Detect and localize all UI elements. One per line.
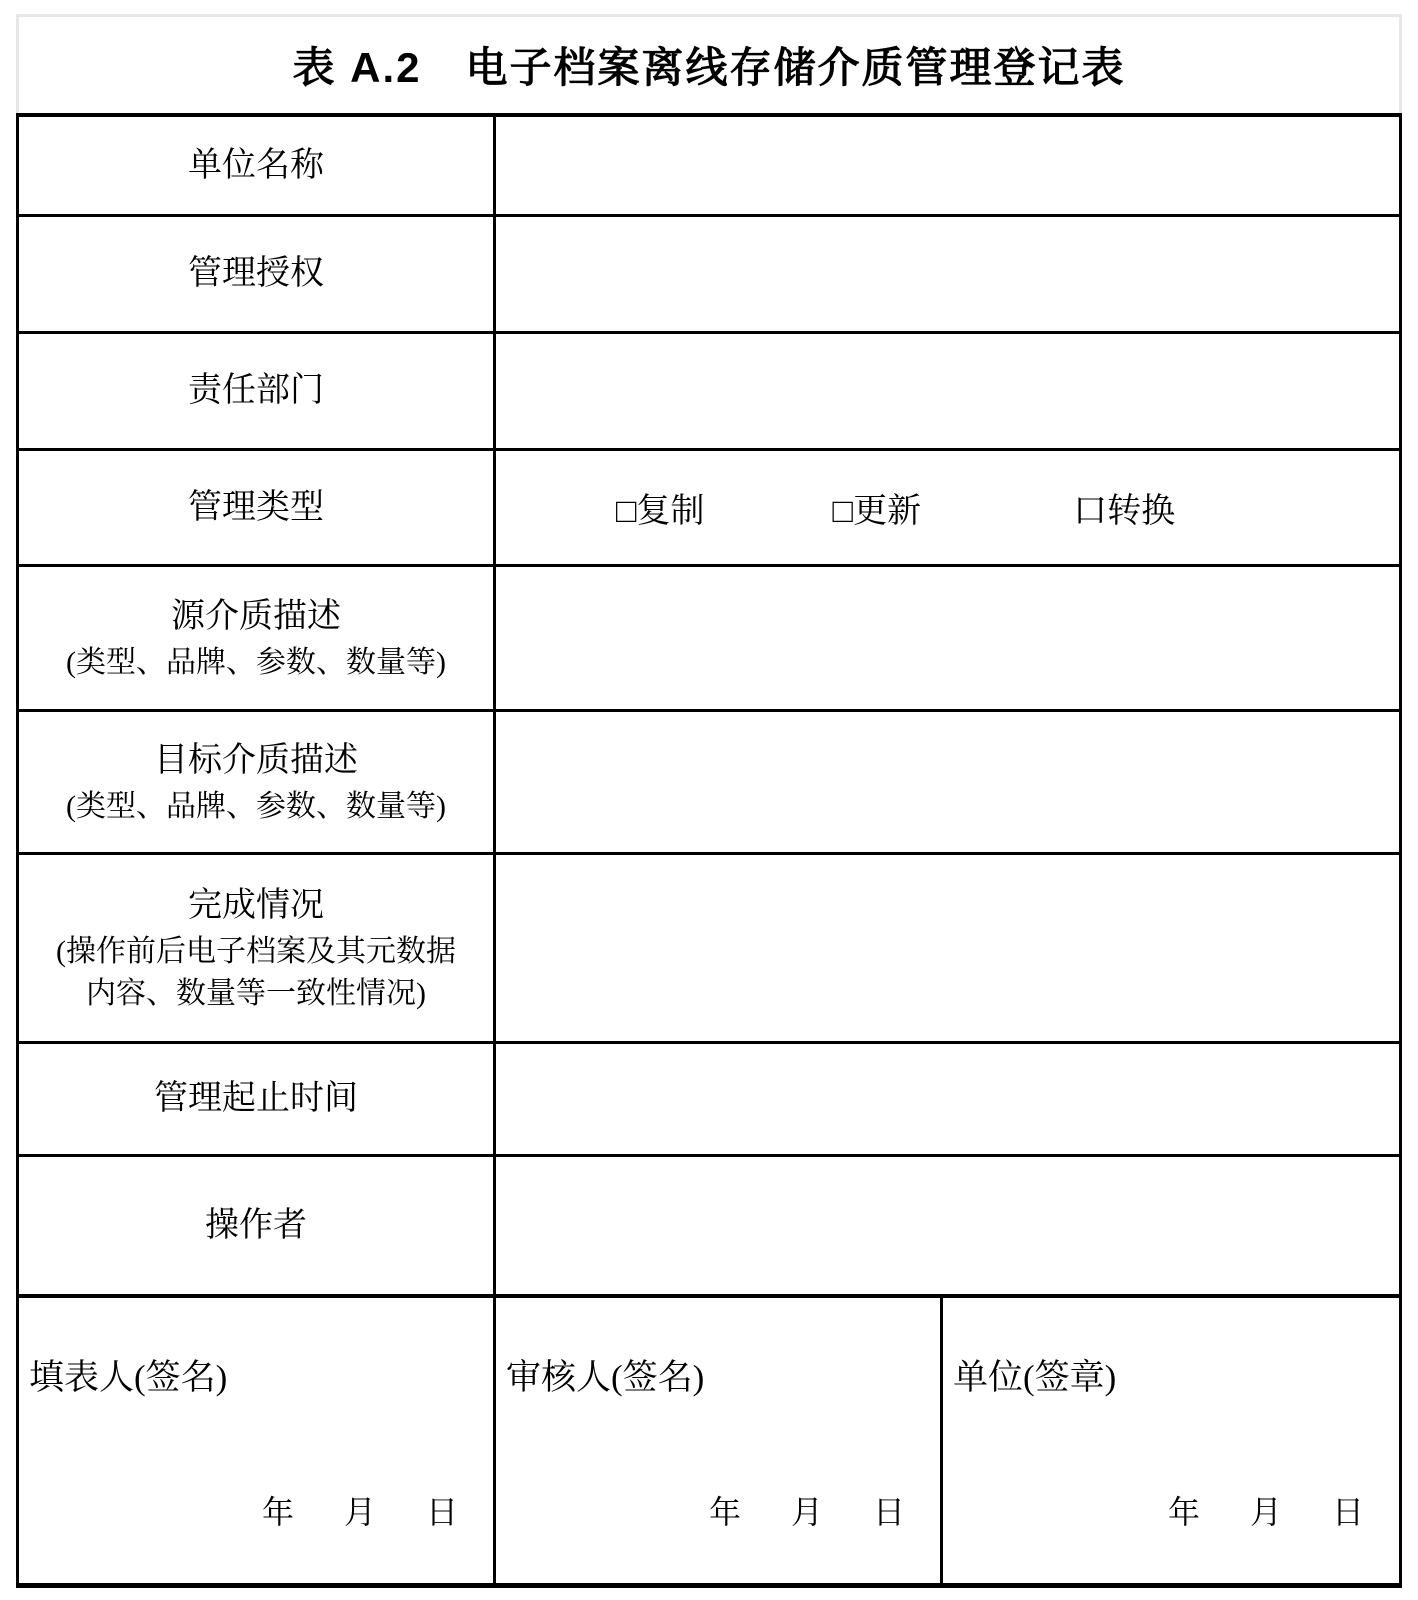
row-management-type bbox=[19, 451, 1399, 567]
row-label: 单位名称 bbox=[188, 146, 324, 184]
row-management-authorization bbox=[19, 217, 1399, 334]
label-cell-responsible-department bbox=[19, 334, 496, 448]
checkbox-copy[interactable]: □复制 bbox=[616, 493, 705, 530]
row-completion-status bbox=[19, 855, 1399, 1044]
label-cell-completion-status bbox=[19, 855, 496, 1041]
row-label: 管理类型 bbox=[188, 488, 324, 526]
input-cell-completion-status[interactable] bbox=[496, 855, 1399, 1041]
form-grid bbox=[16, 113, 1402, 1588]
label-cell-management-type bbox=[19, 451, 496, 564]
checkbox-convert[interactable]: 口转换 bbox=[1073, 493, 1176, 530]
row-label: 目标介质描述 bbox=[154, 742, 358, 780]
label-cell-management-authorization bbox=[19, 217, 496, 331]
signature-cell-preparer[interactable] bbox=[19, 1298, 496, 1583]
input-cell-management-type bbox=[496, 451, 1399, 564]
input-cell-management-authorization[interactable] bbox=[496, 217, 1399, 331]
row-operator bbox=[19, 1157, 1399, 1298]
preparer-date-line: 年 月 日 bbox=[261, 1494, 467, 1530]
label-cell-target-media-description bbox=[19, 712, 496, 852]
unit-seal-date-line: 年 月 日 bbox=[1167, 1494, 1373, 1530]
input-cell-responsible-department[interactable] bbox=[496, 334, 1399, 448]
input-cell-source-media-description[interactable] bbox=[496, 567, 1399, 709]
signature-cell-unit-seal[interactable] bbox=[943, 1298, 1399, 1583]
form-title-row bbox=[16, 14, 1402, 113]
registration-form-table bbox=[16, 14, 1402, 1588]
label-cell-unit-name bbox=[19, 117, 496, 214]
row-label: 操作者 bbox=[205, 1206, 307, 1244]
form-title: 表 A.2 电子档案离线存储介质管理登记表 bbox=[292, 44, 1126, 91]
input-cell-operator[interactable] bbox=[496, 1157, 1399, 1294]
label-cell-source-media-description bbox=[19, 567, 496, 709]
row-unit-name bbox=[19, 117, 1399, 217]
checkbox-update[interactable]: □更新 bbox=[832, 493, 922, 530]
row-label: 责任部门 bbox=[188, 372, 324, 410]
reviewer-signature-label: 审核人(签名) bbox=[506, 1358, 705, 1397]
input-cell-management-period[interactable] bbox=[496, 1044, 1399, 1154]
input-cell-target-media-description[interactable] bbox=[496, 712, 1399, 852]
label-cell-management-period bbox=[19, 1044, 496, 1154]
preparer-signature-label: 填表人(签名) bbox=[29, 1358, 228, 1397]
row-label: 管理授权 bbox=[188, 255, 324, 293]
row-management-period bbox=[19, 1044, 1399, 1157]
row-label: 完成情况 bbox=[188, 887, 324, 925]
row-sublabel: (类型、品牌、参数、数量等) bbox=[66, 645, 446, 679]
row-target-media-description bbox=[19, 712, 1399, 855]
label-cell-operator bbox=[19, 1157, 496, 1294]
row-responsible-department bbox=[19, 334, 1399, 451]
reviewer-date-line: 年 月 日 bbox=[708, 1494, 914, 1530]
row-label: 管理起止时间 bbox=[154, 1080, 358, 1118]
input-cell-unit-name[interactable] bbox=[496, 117, 1399, 214]
row-source-media-description bbox=[19, 567, 1399, 712]
row-sublabel-line1: (操作前后电子档案及其元数据 bbox=[56, 934, 456, 968]
row-sublabel: (类型、品牌、参数、数量等) bbox=[66, 789, 446, 823]
signature-cell-reviewer[interactable] bbox=[496, 1298, 943, 1583]
row-sublabel-line2: 内容、数量等一致性情况) bbox=[86, 976, 426, 1010]
row-signatures bbox=[19, 1298, 1399, 1583]
row-label: 源介质描述 bbox=[171, 598, 341, 636]
unit-seal-label: 单位(签章) bbox=[953, 1358, 1117, 1397]
